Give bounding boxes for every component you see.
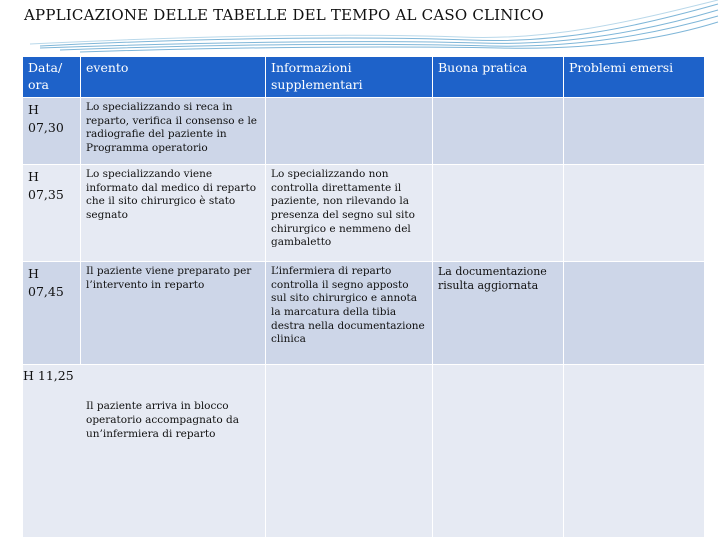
row-time: H 07,45: [23, 262, 81, 365]
table-row: [23, 98, 705, 165]
row-problemi: [564, 365, 705, 538]
row-problemi: [564, 165, 705, 262]
table-row: [23, 165, 705, 262]
row-evento: Lo specializzando viene informato dal medico di reparto che il sito chirurgico è stato segnato: [81, 165, 266, 262]
row-buona: [433, 365, 564, 538]
row-time: H 11,25: [23, 368, 74, 383]
row-time-evento-merged: [23, 365, 266, 538]
row-buona: [433, 98, 564, 165]
row-time: H 07,35: [23, 165, 81, 262]
row-evento: Il paziente viene preparato per l’intervento in reparto: [81, 262, 266, 365]
row-problemi: [564, 98, 705, 165]
table-row: [23, 262, 705, 365]
row-problemi: [564, 262, 705, 365]
table-row: [23, 365, 705, 538]
row-info: [266, 365, 433, 538]
row-buona: [433, 165, 564, 262]
row-evento: Il paziente arriva in blocco operatorio accompagnato da un’infermiera di reparto: [86, 400, 239, 440]
page-title: APPLICAZIONE DELLE TABELLE DEL TEMPO AL CASO CLINICO: [24, 6, 544, 24]
header-buona-pratica: Buona pratica: [433, 57, 564, 98]
row-buona: La documentazione risulta aggiornata: [433, 262, 564, 365]
row-info: [266, 98, 433, 165]
header-problemi: Problemi emersi: [564, 57, 705, 98]
header-data-ora: Data/ ora: [23, 57, 81, 98]
header-informazioni: Informazioni supplementari: [266, 57, 433, 98]
row-info: L’infermiera di reparto controlla il segno apposto sul sito chirurgico e annota la marcatura della tibia destra nella documentazione clinica: [266, 262, 433, 365]
timeline-table: [22, 56, 705, 538]
header-evento: evento: [81, 57, 266, 98]
table-header-row: [23, 57, 705, 98]
row-info: Lo specializzando non controlla direttamente il paziente, non rilevando la presenza del segno sul sito chirurgico e nemmeno del gambaletto: [266, 165, 433, 262]
row-time: H 07,30: [23, 98, 81, 165]
row-evento: Lo specializzando si reca in reparto, verifica il consenso e le radiografie del paziente in Programma operatorio: [81, 98, 266, 165]
